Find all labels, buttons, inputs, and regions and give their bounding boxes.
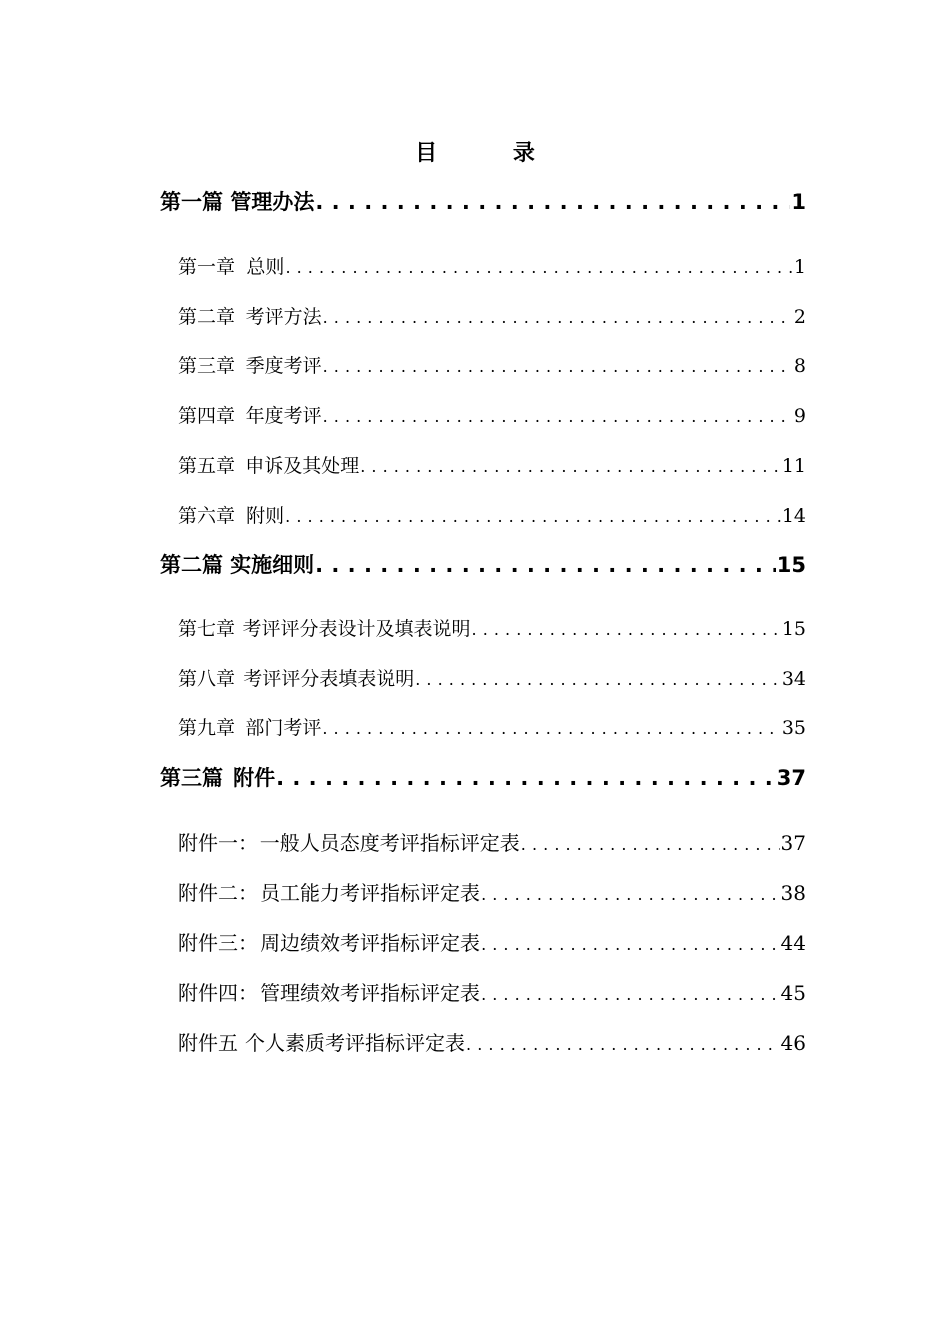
dot-leader <box>315 553 776 577</box>
chapter-label: 第三章 <box>178 355 236 377</box>
toc-chapter-9[interactable] <box>178 713 806 740</box>
chapter-title: 总则 <box>246 256 285 278</box>
chapter-label: 第七章 <box>178 618 236 640</box>
toc-appendix-4[interactable] <box>178 977 806 1006</box>
chapter-title: 申诉及其处理 <box>245 455 360 477</box>
dot-leader <box>285 256 792 278</box>
dot-leader <box>521 831 780 855</box>
dot-leader <box>323 355 793 377</box>
appendix-title: 周边绩效考评指标评定表 <box>260 931 481 955</box>
dot-leader <box>322 717 780 739</box>
appendix-title: 管理绩效考评指标评定表 <box>260 981 481 1005</box>
part-title: 附件 <box>233 766 276 790</box>
chapter-label: 第二章 <box>178 306 236 328</box>
toc-appendix-5[interactable] <box>178 1027 806 1056</box>
toc-title: 目 录 <box>415 140 569 166</box>
page-number: 9 <box>793 405 806 427</box>
dot-leader <box>466 1031 780 1055</box>
toc-chapter-3[interactable] <box>178 351 806 378</box>
page-number: 35 <box>781 717 806 739</box>
page-number: 44 <box>780 931 806 955</box>
toc-chapter-8[interactable] <box>178 664 806 691</box>
toc-appendix-2[interactable] <box>178 877 806 906</box>
page-number: 2 <box>793 306 806 328</box>
chapter-label: 第五章 <box>178 455 236 477</box>
chapter-label: 第一章 <box>178 256 236 278</box>
dot-leader <box>285 505 781 527</box>
appendix-label: 附件二： <box>178 881 258 905</box>
dot-leader <box>276 766 776 790</box>
toc-chapter-1[interactable] <box>178 252 806 279</box>
dot-leader <box>323 306 793 328</box>
toc-chapter-6[interactable] <box>178 501 806 528</box>
chapter-label: 第九章 <box>178 717 236 739</box>
page-number: 11 <box>781 455 806 477</box>
part-label: 第三篇 <box>160 766 223 790</box>
page-number: 38 <box>780 881 806 905</box>
chapter-label: 第六章 <box>178 505 236 527</box>
part-title: 实施细则 <box>230 553 315 577</box>
page-number: 1 <box>793 256 806 278</box>
appendix-label: 附件五 <box>178 1031 238 1055</box>
toc-part-2[interactable] <box>160 549 806 579</box>
part-title: 管理办法 <box>230 190 315 214</box>
toc-chapter-5[interactable] <box>178 451 806 478</box>
page-number: 37 <box>780 831 806 855</box>
chapter-title: 考评评分表设计及填表说明 <box>242 618 471 640</box>
page-number: 34 <box>781 668 806 690</box>
appendix-title: 一般人员态度考评指标评定表 <box>259 831 520 855</box>
page-number: 15 <box>781 618 806 640</box>
chapter-title: 考评评分表填表说明 <box>243 668 415 690</box>
dot-leader <box>360 455 781 477</box>
page-number: 14 <box>781 505 806 527</box>
chapter-title: 部门考评 <box>245 717 322 739</box>
part-label: 第一篇 <box>160 190 223 214</box>
toc-part-1[interactable] <box>160 186 806 216</box>
page-number: 1 <box>791 190 806 214</box>
page-number: 15 <box>776 553 806 577</box>
page-number: 45 <box>780 981 806 1005</box>
dot-leader <box>481 881 779 905</box>
dot-leader <box>323 405 793 427</box>
chapter-title: 考评方法 <box>245 306 322 328</box>
page-number: 46 <box>780 1031 806 1055</box>
dot-leader <box>481 981 779 1005</box>
page-number: 37 <box>776 766 806 790</box>
toc-appendix-1[interactable] <box>178 827 806 856</box>
chapter-title: 附则 <box>246 505 285 527</box>
toc-part-3[interactable] <box>160 762 806 792</box>
toc-chapter-4[interactable] <box>178 401 806 428</box>
appendix-label: 附件一： <box>178 831 258 855</box>
page-number: 8 <box>793 355 806 377</box>
appendix-label: 附件三： <box>178 931 258 955</box>
toc-appendix-3[interactable] <box>178 927 806 956</box>
appendix-label: 附件四： <box>178 981 258 1005</box>
dot-leader <box>472 618 781 640</box>
appendix-title: 员工能力考评指标评定表 <box>260 881 481 905</box>
part-label: 第二篇 <box>160 553 223 577</box>
chapter-title: 季度考评 <box>245 355 322 377</box>
dot-leader <box>481 931 779 955</box>
dot-leader <box>415 668 781 690</box>
appendix-title: 个人素质考评指标评定表 <box>245 1031 466 1055</box>
dot-leader <box>315 190 790 214</box>
toc-chapter-7[interactable] <box>178 614 806 641</box>
chapter-title: 年度考评 <box>245 405 322 427</box>
chapter-label: 第八章 <box>178 668 236 690</box>
toc-chapter-2[interactable] <box>178 302 806 329</box>
chapter-label: 第四章 <box>178 405 236 427</box>
